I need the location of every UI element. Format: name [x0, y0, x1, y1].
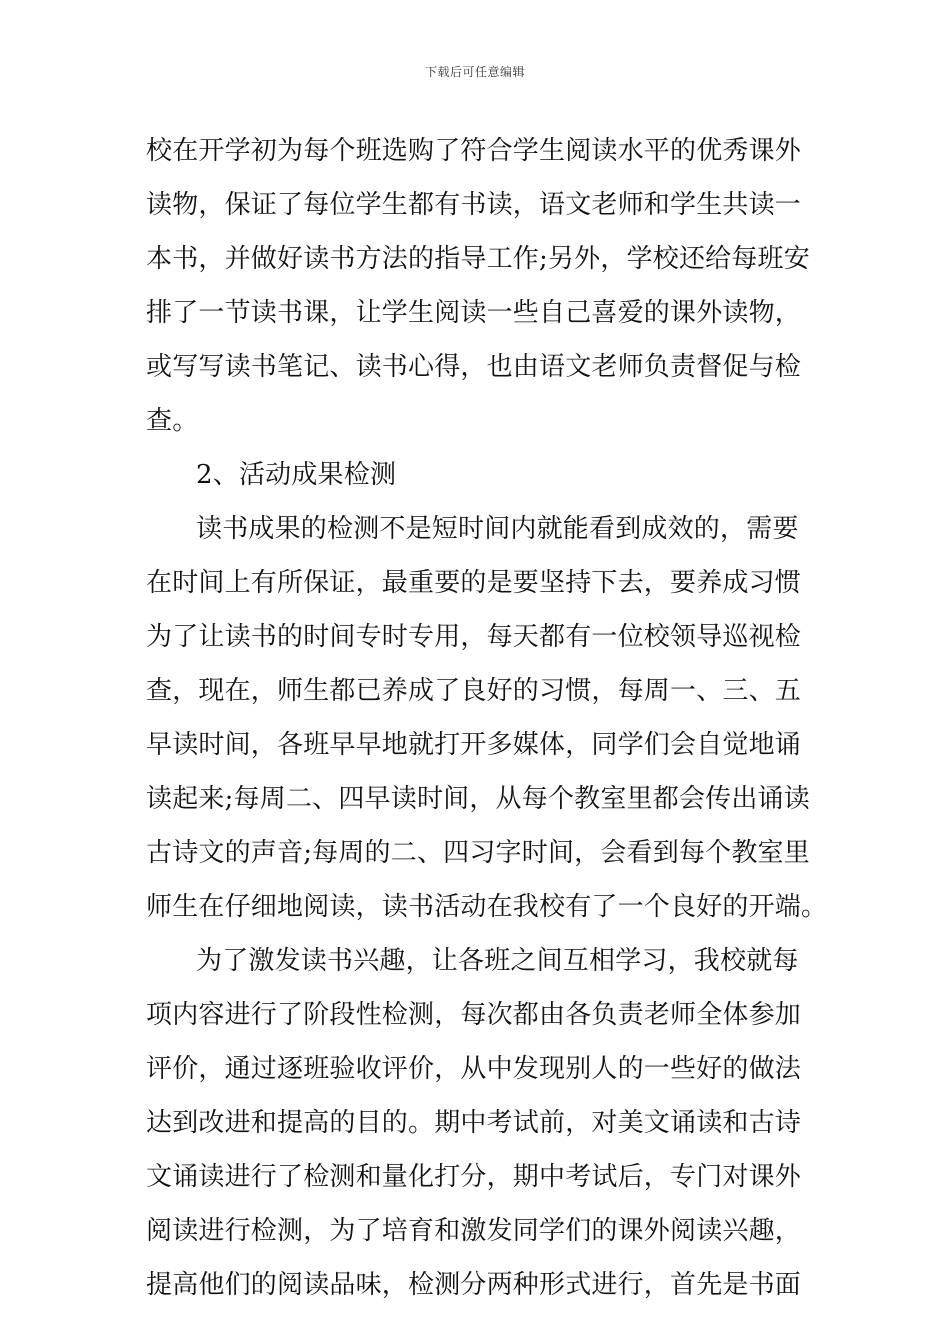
body-line: 校在开学初为每个班选购了符合学生阅读水平的优秀课外 [146, 136, 802, 166]
body-line: 读物，保证了每位学生都有书读，语文老师和学生共读一 [146, 190, 802, 220]
paragraph-first-line: 为了激发读书兴趣，让各班之间互相学习，我校就每 [196, 946, 799, 976]
body-line: 阅读进行检测，为了培育和激发同学们的课外阅读兴趣， [146, 1216, 802, 1246]
document-body [146, 124, 828, 1312]
body-line: 项内容进行了阶段性检测，每次都由各负责老师全体参加 [146, 1000, 802, 1030]
page-header: 下载后可任意编辑 [424, 65, 525, 79]
body-line: 评价，通过逐班验收评价，从中发现别人的一些好的做法 [146, 1054, 802, 1084]
body-line: 本书，并做好读书方法的指导工作;另外，学校还给每班安 [146, 244, 810, 274]
body-line: 师生在仔细地阅读，读书活动在我校有了一个良好的开端。 [146, 892, 828, 922]
body-line: 或写写读书笔记、读书心得，也由语文老师负责督促与检 [146, 352, 802, 382]
body-line: 提高他们的阅读品味，检测分两种形式进行，首先是书面 [146, 1270, 802, 1300]
body-line: 古诗文的声音;每周的二、四习字时间，会看到每个教室里 [146, 838, 810, 868]
paragraph-first-line: 读书成果的检测不是短时间内就能看到成效的，需要 [196, 514, 799, 544]
body-line: 读起来;每周二、四早读时间，从每个教室里都会传出诵读 [146, 784, 810, 814]
section-heading: 2、活动成果检测 [196, 460, 397, 490]
body-line: 早读时间，各班早早地就打开多媒体，同学们会自觉地诵 [146, 730, 802, 760]
body-line: 排了一节读书课，让学生阅读一些自己喜爱的课外读物， [146, 298, 802, 328]
body-line: 查。 [146, 406, 199, 436]
body-line: 在时间上有所保证，最重要的是要坚持下去，要养成习惯 [146, 568, 802, 598]
body-line: 为了让读书的时间专时专用，每天都有一位校领导巡视检 [146, 622, 802, 652]
body-line: 文诵读进行了检测和量化打分，期中考试后，专门对课外 [146, 1162, 802, 1192]
body-line: 达到改进和提高的目的。期中考试前，对美文诵读和古诗 [146, 1108, 802, 1138]
body-line: 查，现在，师生都已养成了良好的习惯，每周一、三、五 [146, 676, 802, 706]
